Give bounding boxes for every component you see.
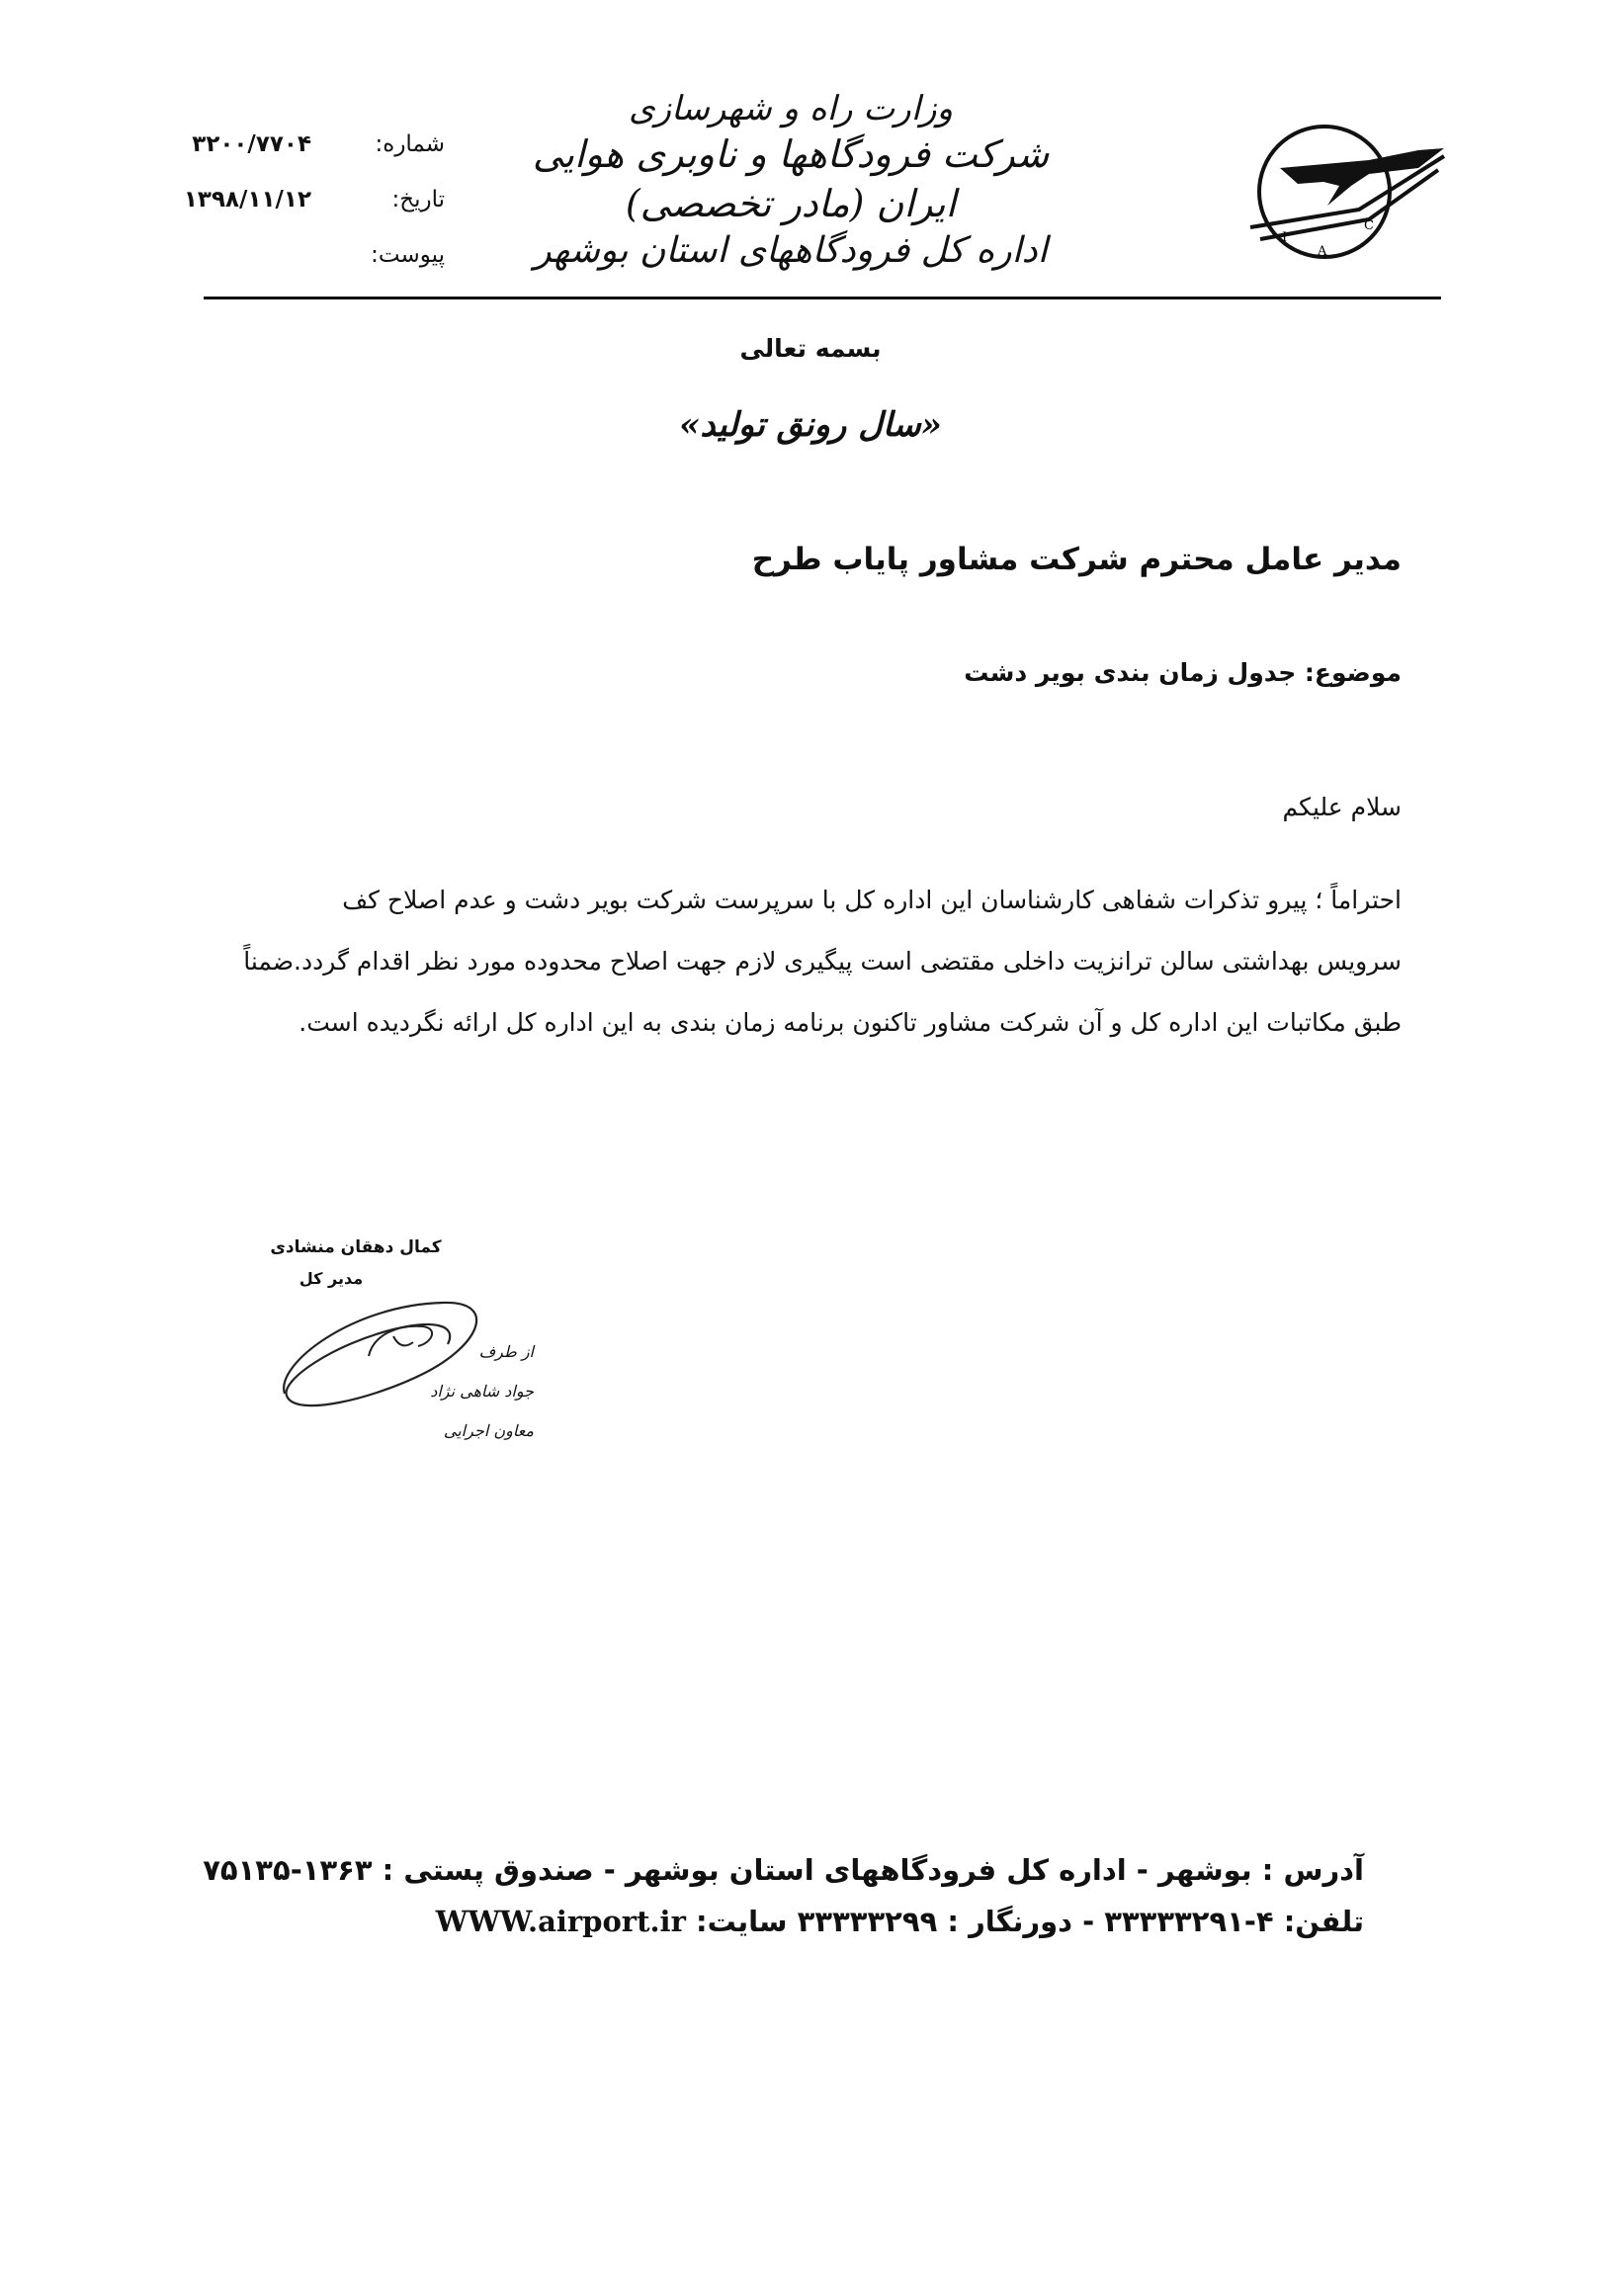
- letter-number-value: ۳۲۰۰/۷۷۰۴: [192, 131, 311, 157]
- letter-date-value: ۱۳۹۸/۱۱/۱۲: [183, 187, 311, 213]
- year-motto: «سال رونق تولید»: [679, 405, 942, 445]
- header-divider: [204, 297, 1441, 299]
- letter-number-row: [138, 117, 445, 172]
- greeting: سلام علیکم: [1282, 793, 1402, 821]
- recipient: مدیر عامل محترم شرکت مشاور پایاب طرح: [751, 542, 1402, 577]
- on-behalf-label: از طرف: [478, 1342, 534, 1361]
- subject-line: موضوع: جدول زمان بندی بویر دشت: [964, 658, 1402, 687]
- logo-letter-c: C: [1364, 218, 1374, 233]
- department-name: اداره کل فرودگاههای استان بوشهر: [534, 229, 1048, 271]
- logo-letter-i: I: [1282, 230, 1288, 245]
- signer-name: کمال دهقان منشادی: [270, 1237, 442, 1257]
- logo-letter-a: A: [1318, 244, 1327, 259]
- body-line: طبق مکاتبات این اداره کل و آن شرکت مشاور تاکنون برنامه زمان بندی به این اداره کل ارائه نگردیده است.: [298, 1008, 1402, 1037]
- footer-contact: [316, 1896, 1364, 1947]
- deputy-name: جواد شاهی نژاد: [430, 1382, 534, 1401]
- letter-attachment-label: پیوست:: [371, 242, 445, 268]
- bismillah: بسمه تعالی: [739, 334, 882, 363]
- footer-website: WWW.airport.ir: [435, 1905, 686, 1938]
- letter-date-label: تاریخ:: [391, 187, 445, 213]
- letter-footer: [203, 1844, 1364, 1947]
- deputy-title: معاون اجرایی: [443, 1421, 534, 1440]
- on-behalf-note: [395, 1332, 534, 1451]
- letter-number-label: شماره:: [375, 131, 445, 157]
- letter-attachment-row: [138, 227, 445, 283]
- letter-date-row: [138, 172, 445, 227]
- body-line: احتراماً ؛ پیرو تذکرات شفاهی کارشناسان این اداره کل با سرپرست شرکت بویر دشت و عدم اصلاح کف: [342, 886, 1402, 914]
- signer-title: مدیر کل: [298, 1269, 364, 1288]
- body-line: سرویس بهداشتی سالن ترانزیت داخلی مقتضی است پیگیری لازم جهت اصلاح محدوده مورد نظر اقدام گردد.ضمناً: [243, 947, 1402, 976]
- company-name: شرکت فرودگاهها و ناوبری هوایی ایران (مادر تخصصی): [532, 132, 1050, 225]
- ministry-name: وزارت راه و شهرسازی: [628, 89, 954, 128]
- footer-phone: تلفن: ۴-۳۳۳۳۳۲۹۱ - دورنگار : ۳۳۳۳۳۲۹۹ سایت:: [695, 1905, 1364, 1938]
- letter-meta: [138, 117, 445, 283]
- footer-address: آدرس : بوشهر - اداره کل فرودگاههای استان بوشهر - صندوق پستی : ۱۳۶۳-۷۵۱۳۵: [203, 1853, 1364, 1887]
- ica-logo-icon: [1221, 111, 1448, 259]
- letter-body: [243, 870, 1402, 1054]
- organization-header: [494, 87, 1087, 275]
